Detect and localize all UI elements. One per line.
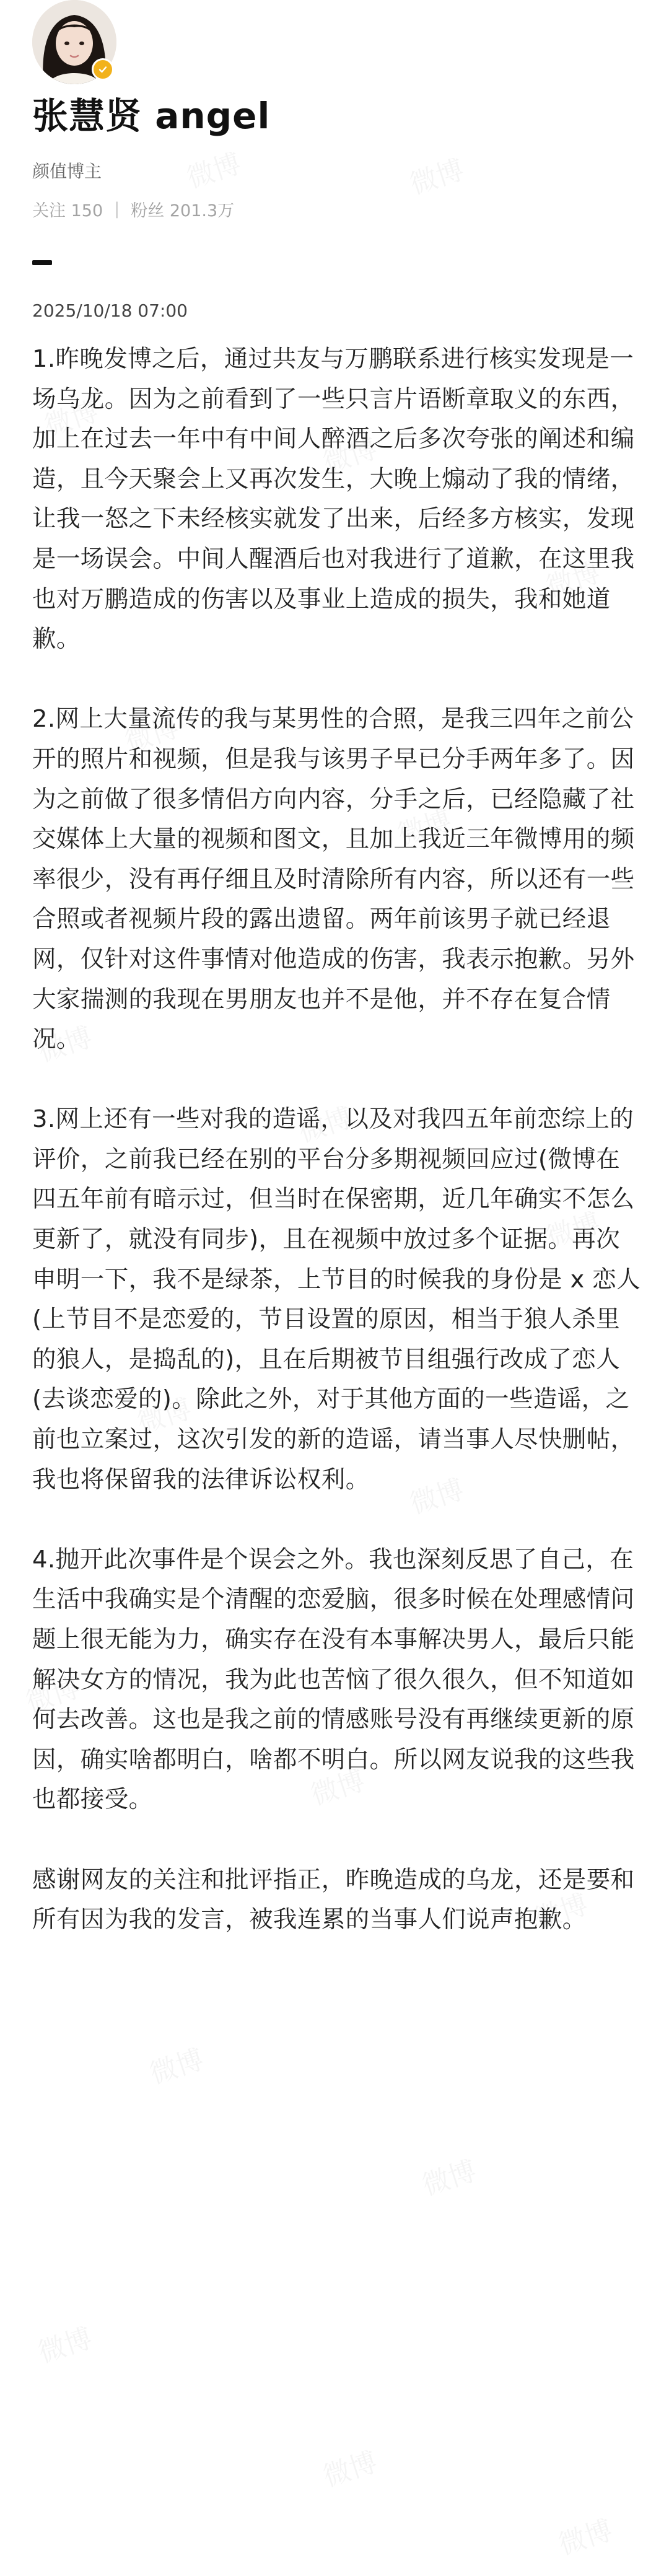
section-divider [32, 260, 52, 265]
followers-stat[interactable] [131, 197, 234, 221]
profile-name[interactable]: 张慧贤 angel [32, 95, 271, 137]
watermark [181, 141, 245, 196]
watermark [553, 2508, 616, 2562]
verified-badge-icon [92, 58, 114, 81]
following-count: 150 [71, 201, 103, 221]
post-paragraph-2: 2.网上大量流传的我与某男性的合照，是我三四年之前公开的照片和视频，但是我与该男子早已分手两年多了。因为之前做了很多情侣方向内容，分手之后，已经隐藏了社交媒体上大量的视频和图文，且加上我近三年微博用的频率很少，没有再仔细且及时清除所有内容，所以还有一些合照或者视频片段的露出遗留。两年前该男子就已经退网，仅针对这件事情对他造成的伤害，我表示抱歉。另外大家揣测的我现在男朋友也并不是他，并不存在复合情况。 [32, 705, 635, 1054]
watermark [404, 147, 468, 202]
post-paragraph-3: 3.网上还有一些对我的造谣，以及对我四五年前恋综上的评价，之前我已经在别的平台分多期视频回应过(微博在四五年前有暗示过，但当时在保密期，近几年确实不怎么更新了，就没有同步)，且在视频中放过多个证据。再次申明一下，我不是绿茶，上节目的时候我的身份是 x 恋人 (上节目不是恋爱的，节目设置的原因，相当于狼人杀里的狼人，是捣乱的)，且在后期被节目组强行改成了恋人 (去谈恋爱的)。除此之外，对于其他方面的一些造谣，之前也立案过，这次引发的新的造谣，请当事人尽快删帖，我也将保留我的法律诉讼权利。 [32, 1105, 641, 1494]
post-paragraph-4: 4.抛开此次事件是个误会之外。我也深刻反思了自己，在生活中我确实是个清醒的恋爱脑，很多时候在处理感情问题上很无能为力，确实存在没有本事解决男人，最后只能解决女方的情况，我为此也苦恼了很久很久，但不知道如何去改善。这也是我之前的情感账号没有再继续更新的原因，确实啥都明白，啥都不明白。所以网友说我的这些我也都接受。 [32, 1545, 635, 1814]
profile-avatar[interactable] [32, 0, 116, 84]
following-label: 关注 [32, 201, 66, 221]
followers-label: 粉丝 [131, 201, 165, 221]
post-date: 2025/10/18 07:00 [32, 300, 188, 321]
watermark [416, 2149, 480, 2203]
watermark [32, 2316, 96, 2370]
profile-stats [32, 197, 234, 221]
post-paragraph-1: 1.昨晚发博之后，通过共友与万鹏联系进行核实发现是一场乌龙。因为之前看到了一些只言片语断章取义的东西，加上在过去一年中有中间人醉酒之后多次夸张的阐述和编造，且今天聚会上又再次发生，大晚上煽动了我的情绪，让我一怒之下未经核实就发了出来，后经多方核实，发现是一场误会。中间人醒酒后也对我进行了道歉，在这里我也对万鹏造成的伤害以及事业上造成的损失，我和她道歉。 [32, 345, 635, 654]
watermark [144, 2037, 208, 2092]
following-stat[interactable] [32, 197, 103, 221]
stats-divider: | [114, 199, 120, 219]
profile-role: 颜值博主 [32, 161, 102, 182]
post-paragraph-5: 感谢网友的关注和批评指正，昨晚造成的乌龙，还是要和所有因为我的发言，被我连累的当事人们说声抱歉。 [32, 1865, 635, 1934]
watermark [317, 2440, 381, 2494]
followers-count: 201.3万 [169, 201, 235, 221]
post-content [32, 340, 642, 1940]
